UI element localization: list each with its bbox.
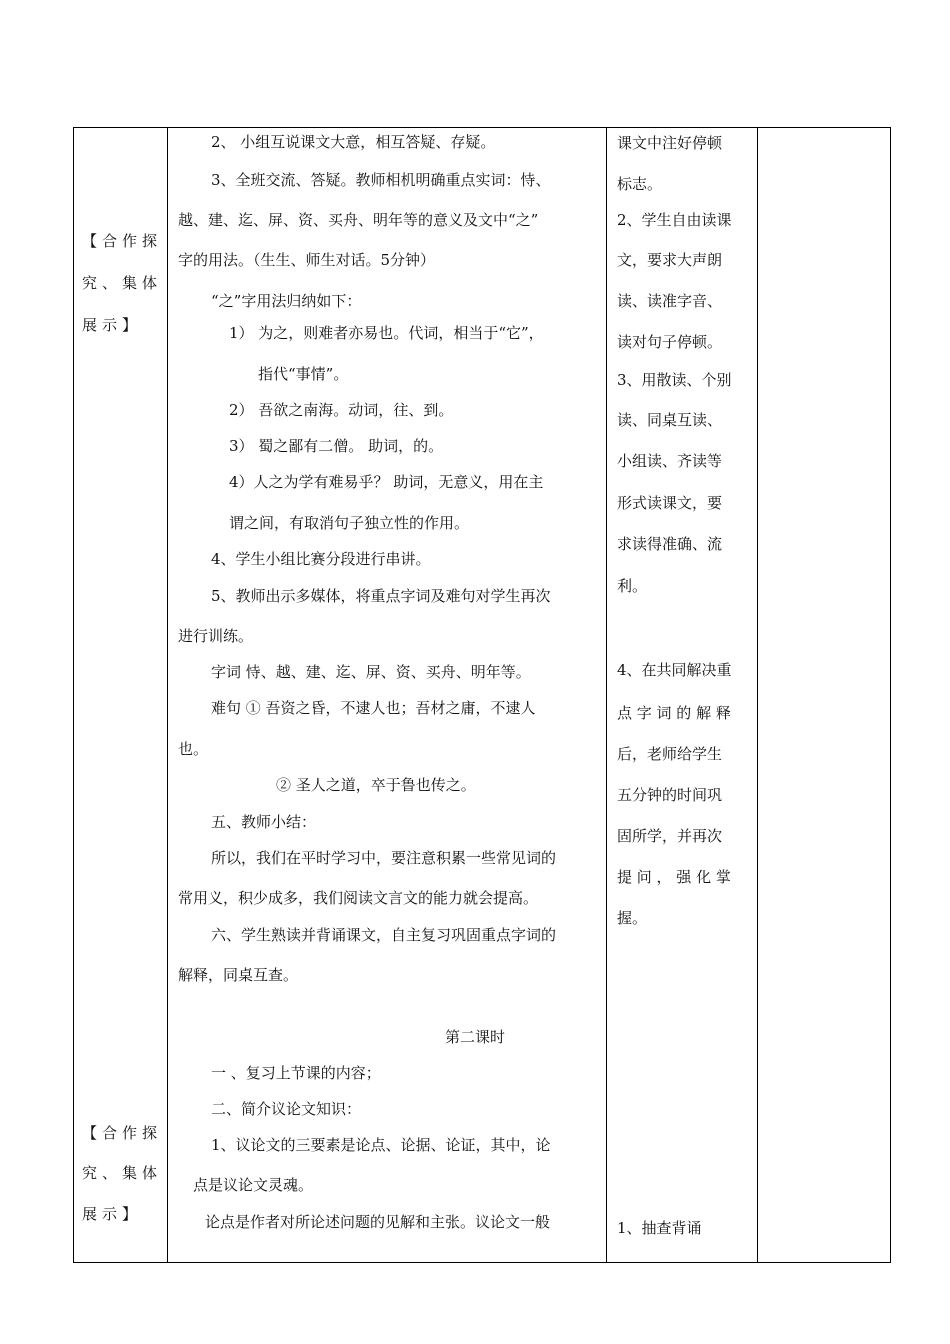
note-line: 固所学，并再次 [617,827,723,845]
content-line: 谓之间，有取消句子独立性的作用。 [229,514,470,532]
content-line: 字词 恃、越、建、迄、屏、资、买舟、明年等。 [211,663,531,681]
note-line: 提 问 ， 强 化 掌 [617,868,731,886]
note-line: 3、用散读、个别 [617,371,732,389]
note-line: 2、学生自由读课 [617,211,732,229]
column-divider [167,128,168,1262]
note-line: 求读得准确、流 [617,535,723,553]
content-line: 5、教师出示多媒体，将重点字词及难句对学生再次 [211,587,551,605]
section-label-line: 展示】 [82,316,143,334]
content-line: 难句 ① 吾资之昏，不逮人也；吾材之庸，不逮人 [211,699,536,717]
note-line: 后，老师给学生 [617,745,723,763]
note-line: 点 字 词 的 解 释 [617,704,731,722]
content-line: “之”字用法归纳如下： [211,292,362,310]
content-line: 五、教师小结： [211,813,317,831]
content-line: 论点是作者对所论述问题的见解和主张。议论文一般 [205,1213,551,1231]
content-line: 3） 蜀之鄙有二僧。 助词，的。 [229,437,444,455]
lesson-plan-table [73,127,891,1263]
section-label-line: 展示】 [82,1205,143,1223]
note-line: 握。 [617,909,648,927]
content-line: 1） 为之，则难者亦易也。代词，相当于“它”， [229,324,544,342]
content-line: 2） 吾欲之南海。动词，往、到。 [229,401,454,419]
content-line: 点是议论文灵魂。 [193,1176,314,1194]
note-line: 小组读、齐读等 [617,452,723,470]
content-line: 解释，同桌互查。 [178,966,299,984]
content-line: 3、全班交流、答疑。教师相机明确重点实词：恃、 [211,171,551,189]
note-line: 标志。 [617,175,663,193]
note-line: 五分钟的时间巩 [617,786,723,804]
note-line: 1、抽查背诵 [617,1219,702,1237]
content-line: 六、学生熟读并背诵课文，自主复习巩固重点字词的 [211,926,557,944]
lesson-heading: 第二课时 [444,1028,505,1046]
content-line: 常用义，积少成多，我们阅读文言文的能力就会提高。 [178,889,539,907]
section-label-line: 究、集体 [82,274,163,292]
section-label-line: 【合作探 [82,1124,163,1142]
content-line: 1、议论文的三要素是论点、论据、论证，其中，论 [211,1136,551,1154]
content-line: 一 、复习上节课的内容； [211,1064,381,1082]
content-line: 所以，我们在平时学习中，要注意积累一些常见词的 [211,849,557,867]
column-divider [606,128,607,1262]
content-line: 越、建、迄、屏、资、买舟、明年等的意义及文中“之” [178,211,539,229]
note-line: 利。 [617,577,648,595]
note-line: 读、同桌互读、 [617,411,723,429]
note-line: 读、读准字音、 [617,292,723,310]
note-line: 文，要求大声朗 [617,251,723,269]
note-line: 课文中注好停顿 [617,134,723,152]
note-line: 读对句子停顿。 [617,333,723,351]
content-line: 4、学生小组比赛分段进行串讲。 [211,550,431,568]
note-line: 形式读课文，要 [617,494,723,512]
content-line: 二、简介议论文知识： [211,1100,362,1118]
section-label-line: 【合作探 [82,232,163,250]
note-line: 4、在共同解决重 [617,661,732,679]
content-line: 也。 [178,740,209,758]
content-line: 2、 小组互说课文大意，相互答疑、存疑。 [211,133,496,151]
content-line: ② 圣人之道，卒于鲁也传之。 [276,776,476,794]
column-divider [757,128,758,1262]
content-line: 进行训练。 [178,627,254,645]
section-label-line: 究、集体 [82,1164,163,1182]
content-line: 字的用法。（生生、师生对话。5分钟） [178,251,436,269]
content-line: 指代“事情”。 [258,365,349,383]
content-line: 4）人之为学有难易乎？ 助词，无意义，用在主 [229,473,544,491]
